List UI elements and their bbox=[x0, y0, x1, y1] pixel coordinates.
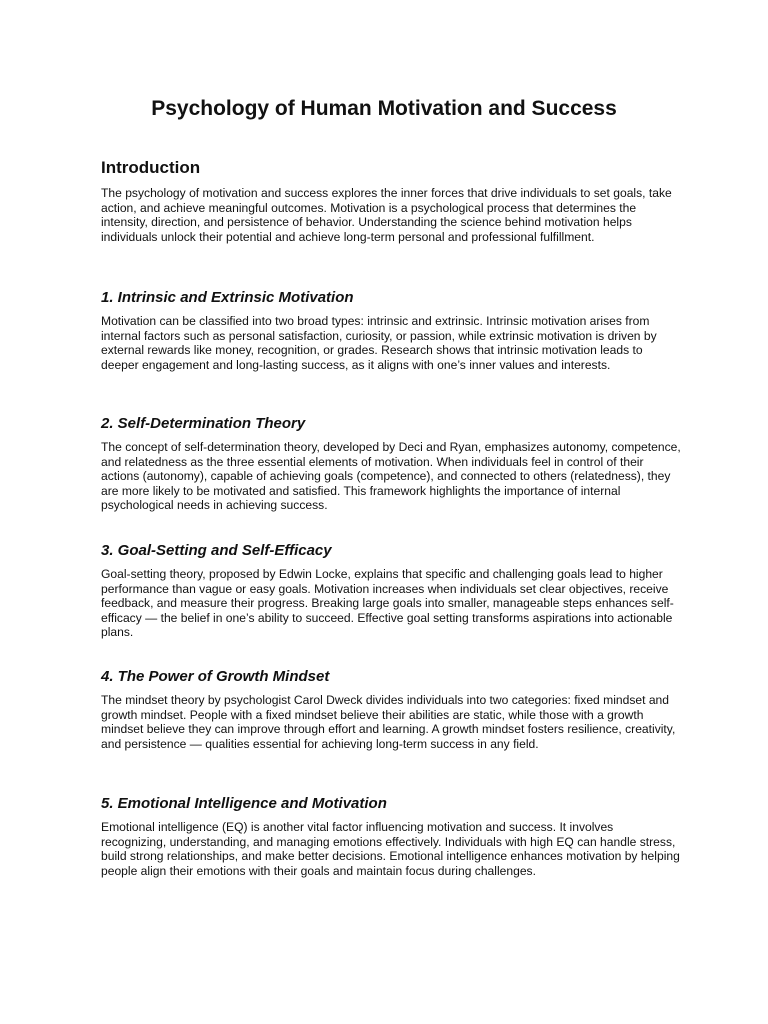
section-4-heading: 4. The Power of Growth Mindset bbox=[101, 668, 330, 685]
section-5-heading: 5. Emotional Intelligence and Motivation bbox=[101, 795, 387, 812]
section-3-paragraph: Goal-setting theory, proposed by Edwin Locke, explains that specific and challenging goals lead to higher performance than vague or easy goals. Motivation increases when individuals set clear objectives, receive feedback, and measure their progress. Breaking large goals into smaller, manageable steps enhances self-efficacy — the belief in one’s ability to succeed. Effective goal setting transforms aspirations into actionable plans. bbox=[101, 567, 674, 640]
introduction-heading: Introduction bbox=[101, 158, 201, 177]
section-3-heading: 3. Goal-Setting and Self-Efficacy bbox=[101, 542, 332, 559]
section-2-heading: 2. Self-Determination Theory bbox=[101, 415, 306, 432]
document-title: Psychology of Human Motivation and Success bbox=[151, 97, 617, 120]
section-2-paragraph: The concept of self-determination theory, developed by Deci and Ryan, emphasizes autonomy, competence, and relatedness as the three essential elements of motivation. When individuals feel in control of their actions (autonomy), capable of achieving goals (competence), and connected to others (relatedness), they are more likely to be motivated and satisfied. This framework highlights the importance of internal psychological needs in achieving success. bbox=[101, 440, 681, 513]
section-4-paragraph: The mindset theory by psychologist Carol Dweck divides individuals into two categories: fixed mindset and growth mindset. People with a fixed mindset believe their abilities are static, while those with a growth mindset believe they can improve through effort and learning. A growth mindset fosters resilience, creativity, and persistence — qualities essential for achieving long-term success in any field. bbox=[101, 693, 676, 751]
section-5-paragraph: Emotional intelligence (EQ) is another vital factor influencing motivation and success. It involves recognizing, understanding, and managing emotions effectively. Individuals with high EQ can handle stress, build strong relationships, and make better decisions. Emotional intelligence enhances motivation by helping people align their emotions with their goals and maintain focus during challenges. bbox=[101, 820, 680, 878]
section-1-paragraph: Motivation can be classified into two broad types: intrinsic and extrinsic. Intrinsic motivation arises from internal factors such as personal satisfaction, curiosity, or passion, while extrinsic motivation is driven by external rewards like money, recognition, or grades. Research shows that intrinsic motivation leads to deeper engagement and long-lasting success, as it aligns with one’s inner values and interests. bbox=[101, 314, 657, 372]
introduction-paragraph: The psychology of motivation and success explores the inner forces that drive individuals to set goals, take action, and achieve meaningful outcomes. Motivation is a psychological process that determines the intensity, direction, and persistence of behavior. Understanding the science behind motivation helps individuals unlock their potential and achieve long-term personal and professional fulfillment. bbox=[101, 186, 672, 244]
section-1-heading: 1. Intrinsic and Extrinsic Motivation bbox=[101, 289, 354, 306]
